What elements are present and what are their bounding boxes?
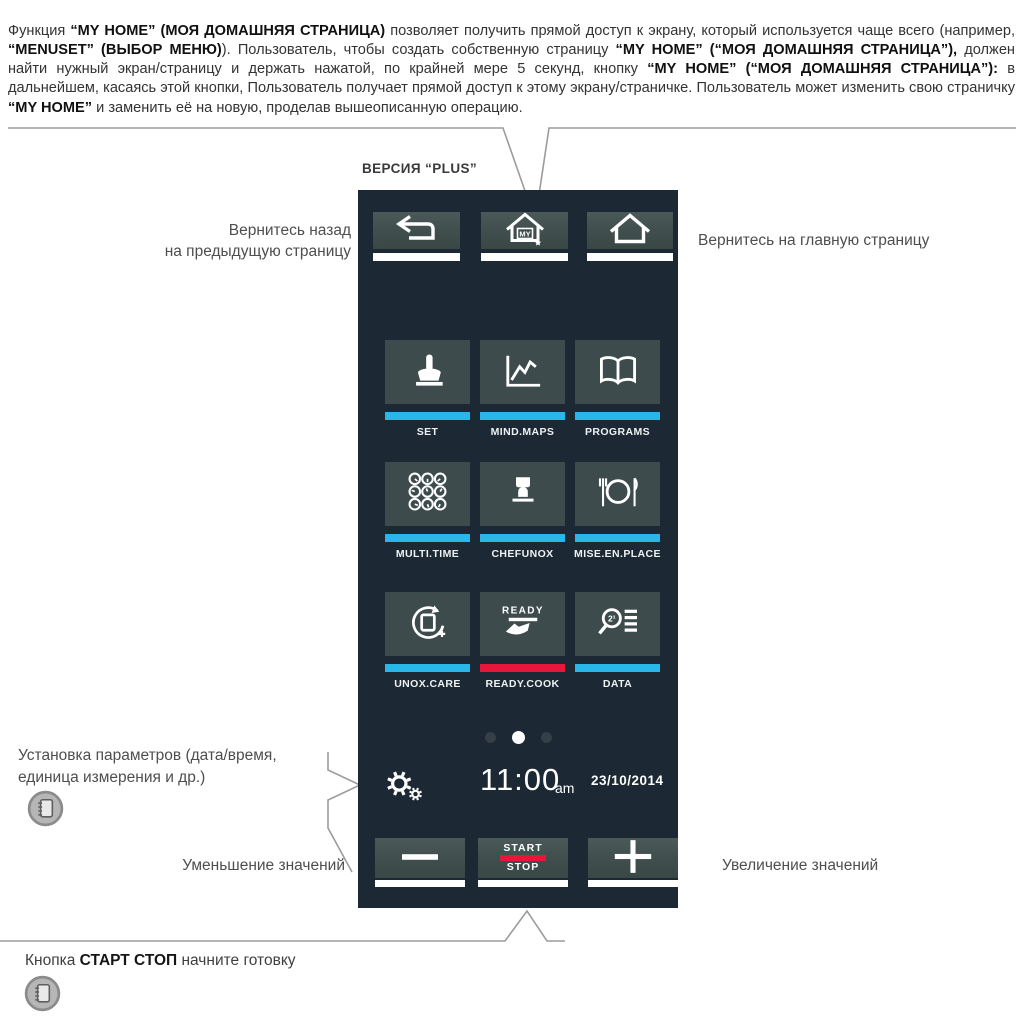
stop-label: STOP <box>506 861 540 873</box>
home-button-underline <box>587 253 673 261</box>
tile-accent-bar <box>385 534 470 542</box>
tile-data[interactable] <box>575 592 660 656</box>
plus-icon <box>613 840 653 876</box>
manual-reference-icon <box>23 974 62 1013</box>
home-icon <box>606 213 654 248</box>
tile-label: SET <box>416 426 439 438</box>
settings-button[interactable] <box>384 767 426 803</box>
tile-accent-bar <box>385 664 470 672</box>
increase-caption: Увеличение значений <box>722 857 879 874</box>
tile-accent-bar <box>575 412 660 420</box>
version-heading: ВЕРСИЯ “PLUS” <box>362 161 478 176</box>
decrease-button-underline <box>375 880 465 887</box>
start-stop-caption: Кнопка СТАРТ СТОП начните готовку <box>25 952 296 969</box>
decrease-caption: Уменьшение значений <box>182 857 345 874</box>
clock-meridiem: am <box>555 780 575 796</box>
data-search-icon <box>595 604 641 645</box>
tile-accent-bar <box>480 664 565 672</box>
unox-care-rotate-icon <box>406 604 450 645</box>
svg-text:MY: MY <box>518 229 531 239</box>
intro-paragraph: Функция “MY HOME” (МОЯ ДОМАШНЯЯ СТРАНИЦА) позволяет получить прямой доступ к экрану, который используется чаще всего (например, “MENUSET” (ВЫБОР МЕНЮ)). Пользователь, чтобы создать собственную страницу “MY HOME” (“МОЯ ДОМАШНЯЯ СТРАНИЦА”), должен найти нужный экран/страницу и держать нажатой, по крайней мере 5 секунд, кнопку “MY HOME” (“МОЯ ДОМАШНЯЯ СТРАНИЦА”): в дальнейшем, касаясь этой кнопки, Пользователь получает прямой доступ к этому экрану/страничке. Пользователь может изменить свою страничку “MY HOME” и заменить её на новую, проделав вышеописанную операцию. <box>8 22 1015 116</box>
ready-cook-hand-icon <box>500 604 546 645</box>
tile-label: MULTI.TIME <box>395 548 460 560</box>
tile-accent-bar <box>480 412 565 420</box>
tile-unox-care[interactable] <box>385 592 470 656</box>
tile-programs[interactable] <box>575 340 660 404</box>
tile-multi-time[interactable] <box>385 462 470 526</box>
set-hand-icon <box>406 352 450 392</box>
page-dot-3[interactable] <box>541 732 552 743</box>
page-dot-1[interactable] <box>485 732 496 743</box>
my-home-button-underline <box>481 253 568 261</box>
start-stop-button[interactable] <box>478 838 568 878</box>
date-display: 23/10/2014 <box>591 773 664 788</box>
tile-accent-bar <box>385 412 470 420</box>
tile-label: MISE.EN.PLACE <box>574 548 661 560</box>
svg-text:2¹: 2¹ <box>607 613 616 624</box>
home-button[interactable] <box>587 212 673 249</box>
settings-caption: Установка параметров (дата/время, единица измерения и др.) <box>18 747 277 786</box>
svg-text:READY: READY <box>501 605 544 616</box>
start-stop-button-underline <box>478 880 568 887</box>
programs-book-icon <box>595 353 641 392</box>
oven-touchscreen-panel <box>358 190 678 908</box>
start-label: START <box>503 842 543 854</box>
tile-label: PROGRAMS <box>584 426 651 438</box>
tile-label: MIND.MAPS <box>490 426 555 438</box>
multi-time-clocks-icon <box>406 472 449 516</box>
tile-accent-bar <box>575 664 660 672</box>
tile-label: DATA <box>602 678 633 690</box>
tile-set[interactable] <box>385 340 470 404</box>
tile-label: UNOX.CARE <box>394 678 461 690</box>
back-button[interactable] <box>373 212 460 249</box>
tile-mise-en-place[interactable] <box>575 462 660 526</box>
home-button-caption: Вернитесь на главную страницу <box>698 232 930 249</box>
tile-label: READY.COOK <box>485 678 560 690</box>
mind-maps-chart-icon <box>500 352 546 393</box>
back-button-underline <box>373 253 460 261</box>
my-home-button[interactable] <box>481 212 568 249</box>
mise-en-place-plate-icon <box>595 475 641 514</box>
tile-mind-maps[interactable] <box>480 340 565 404</box>
tile-label: CHEFUNOX <box>491 548 554 560</box>
tile-chefunox[interactable] <box>480 462 565 526</box>
manual-reference-icon <box>26 789 65 828</box>
tile-accent-bar <box>575 534 660 542</box>
gear-icon <box>384 790 426 805</box>
decrease-button[interactable] <box>375 838 465 878</box>
increase-button[interactable] <box>588 838 678 878</box>
clock-time: 11:00 <box>480 762 561 797</box>
pagination-dots <box>358 731 678 744</box>
back-button-caption: Вернитесь назад на предыдущую страницу <box>164 222 351 260</box>
tile-accent-bar <box>480 534 565 542</box>
minus-icon <box>398 839 442 878</box>
back-arrow-icon <box>393 213 441 248</box>
tile-ready-cook[interactable] <box>480 592 565 656</box>
chefunox-icon <box>502 475 544 513</box>
page-dot-2[interactable] <box>512 731 525 744</box>
my-home-icon <box>501 211 549 250</box>
increase-button-underline <box>588 880 678 887</box>
